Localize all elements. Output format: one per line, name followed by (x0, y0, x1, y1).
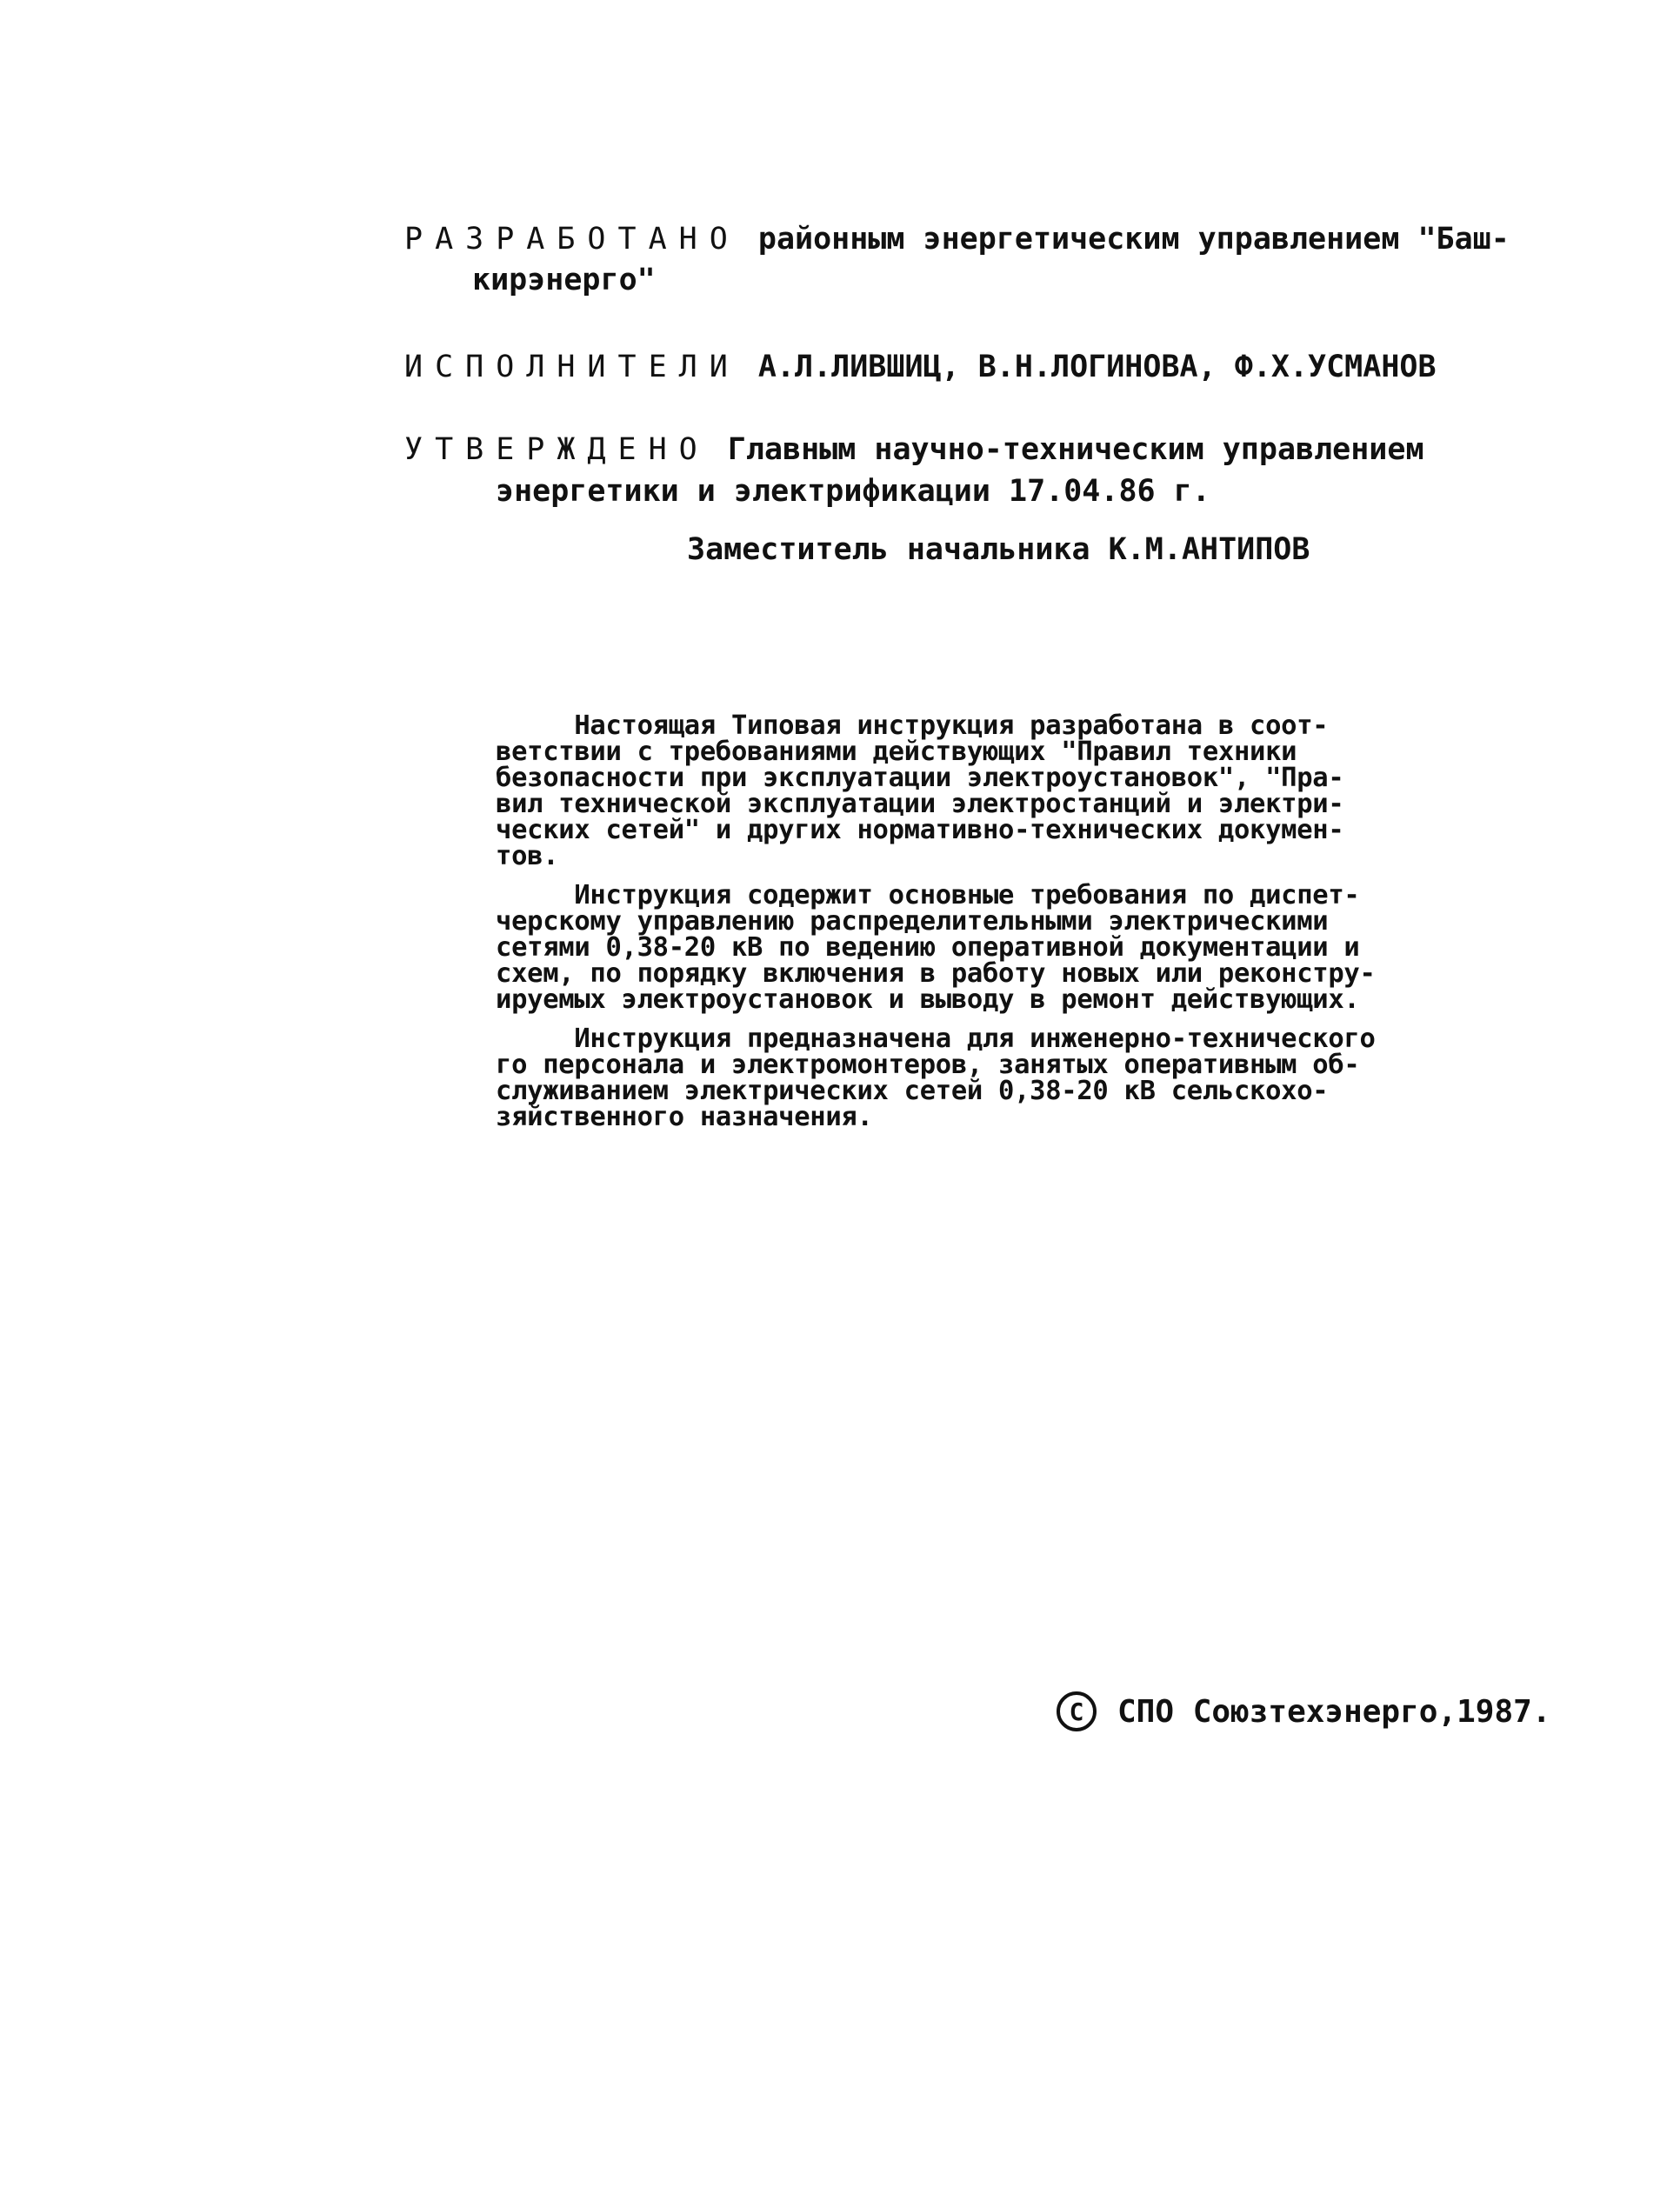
copyright-icon: C (1057, 1691, 1097, 1731)
text-line: безопасности при эксплуатации электроустановок", "Пра- (496, 763, 1344, 793)
developed-line-1 (404, 224, 1510, 255)
text-line: Инструкция предназначена для инженерно-технического (496, 1024, 1376, 1054)
approved-label: УТВЕРЖДЕНО (404, 432, 710, 467)
paragraph-3 (496, 1026, 1376, 1131)
paragraph-1 (496, 710, 1344, 871)
approved-signatory (687, 532, 1310, 567)
executors-label: ИСПОЛНИТЕЛИ (404, 350, 740, 384)
text-line: зяйственного назначения. (496, 1102, 873, 1132)
executors-line (404, 352, 1437, 383)
text-line: вил технической эксплуатации электростанций и электри- (496, 789, 1344, 819)
text-line: ветствии с требованиями действующих "Правил техники (496, 737, 1297, 767)
developed-line-2 (472, 265, 656, 296)
approved-text-cont: энергетики и электрификации 17.04.86 г. (496, 474, 1210, 509)
text-line: схем, по порядку включения в работу новых или реконстру- (496, 958, 1376, 989)
text-line: черскому управлению распределительными электрическими (496, 906, 1329, 937)
text-line: ческих сетей" и других нормативно-технических докумен- (496, 815, 1344, 845)
text-line: Настоящая Типовая инструкция разработана в соот- (496, 710, 1329, 741)
approved-line-1 (404, 432, 1424, 467)
approved-text: Главным научно-техническим управлением (727, 432, 1424, 467)
signatory-text: Заместитель начальника К.М.АНТИПОВ (687, 532, 1310, 567)
developed-text-cont: кирэнерго" (472, 263, 656, 297)
executors-names: А.Л.ЛИВШИЦ, В.Н.ЛОГИНОВА, Ф.Х.УСМАНОВ (757, 350, 1437, 384)
developed-label: РАЗРАБОТАНО (404, 222, 740, 257)
text-line: сетями 0,38-20 кВ по ведению оперативной документации и (496, 932, 1360, 963)
developed-text: районным энергетическим управлением "Баш- (757, 222, 1510, 257)
paragraph-2 (496, 880, 1376, 1015)
text-line: ируемых электроустановок и выводу в ремонт действующих. (496, 984, 1360, 1015)
copyright-text: СПО Союзтехэнерго,1987. (1117, 1693, 1551, 1730)
copyright-notice (1057, 1691, 1551, 1731)
text-line: служиванием электрических сетей 0,38-20 кВ сельскохо- (496, 1076, 1329, 1106)
text-line: тов. (496, 841, 559, 871)
text-line: го персонала и электромонтеров, занятых оперативным об- (496, 1050, 1360, 1080)
approved-line-2 (496, 474, 1210, 509)
text-line: Инструкция содержит основные требования по диспет- (496, 880, 1360, 911)
